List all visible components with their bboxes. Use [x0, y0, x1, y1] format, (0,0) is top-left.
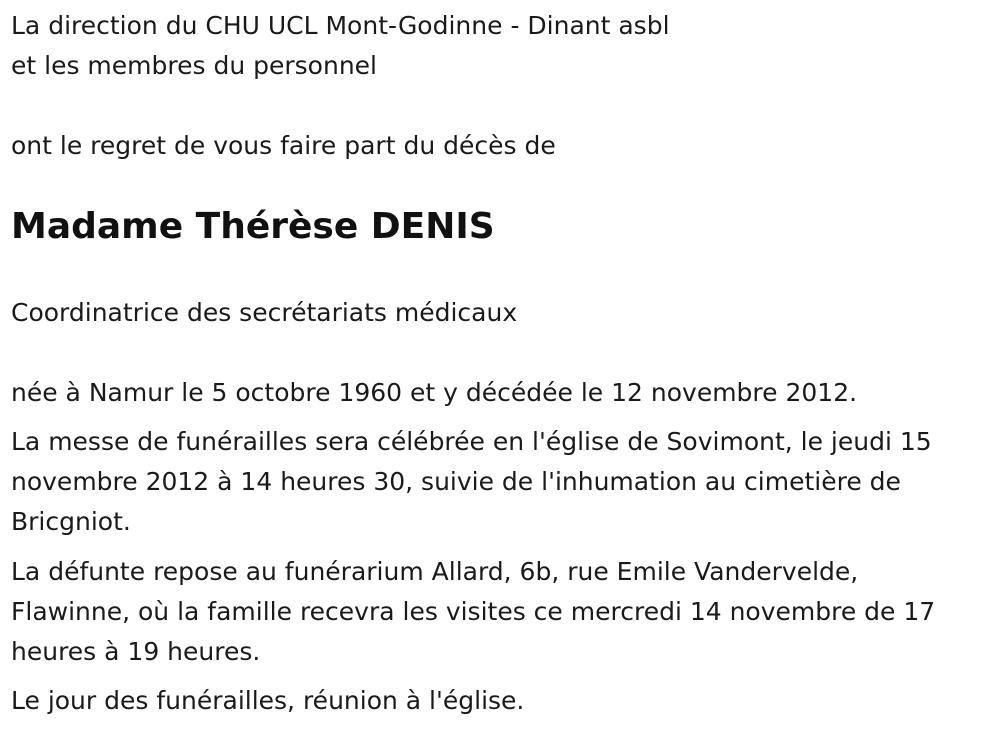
sender-block — [11, 6, 670, 86]
funerarium-line-2: Flawinne, où la famille recevra les visites ce mercredi 14 novembre de 17 — [11, 597, 936, 626]
funeral-day-paragraph: Le jour des funérailles, réunion à l'église. — [11, 686, 525, 715]
funerarium-line-1: La défunte repose au funérarium Allard, 6b, rue Emile Vandervelde, — [11, 557, 859, 586]
funeral-mass-line-1: La messe de funérailles sera célébrée en l'église de Sovimont, le jeudi 15 — [11, 427, 932, 456]
funerarium-paragraph — [11, 552, 935, 672]
funerarium-line-3: heures à 19 heures. — [11, 637, 261, 666]
funeral-mass-paragraph — [11, 422, 932, 542]
sender-line-1: La direction du CHU UCL Mont-Godinne - Dinant asbl — [11, 11, 670, 40]
funeral-mass-line-3: Bricgniot. — [11, 507, 131, 536]
deceased-role: Coordinatrice des secrétariats médicaux — [11, 298, 518, 327]
deceased-name: Madame Thérèse DENIS — [11, 206, 495, 247]
funeral-mass-line-2: novembre 2012 à 14 heures 30, suivie de l'inhumation au cimetière de — [11, 467, 901, 496]
sender-line-2: et les membres du personnel — [11, 51, 377, 80]
announcement-text: ont le regret de vous faire part du décès de — [11, 131, 556, 160]
birth-death-paragraph: née à Namur le 5 octobre 1960 et y décédée le 12 novembre 2012. — [11, 378, 858, 407]
